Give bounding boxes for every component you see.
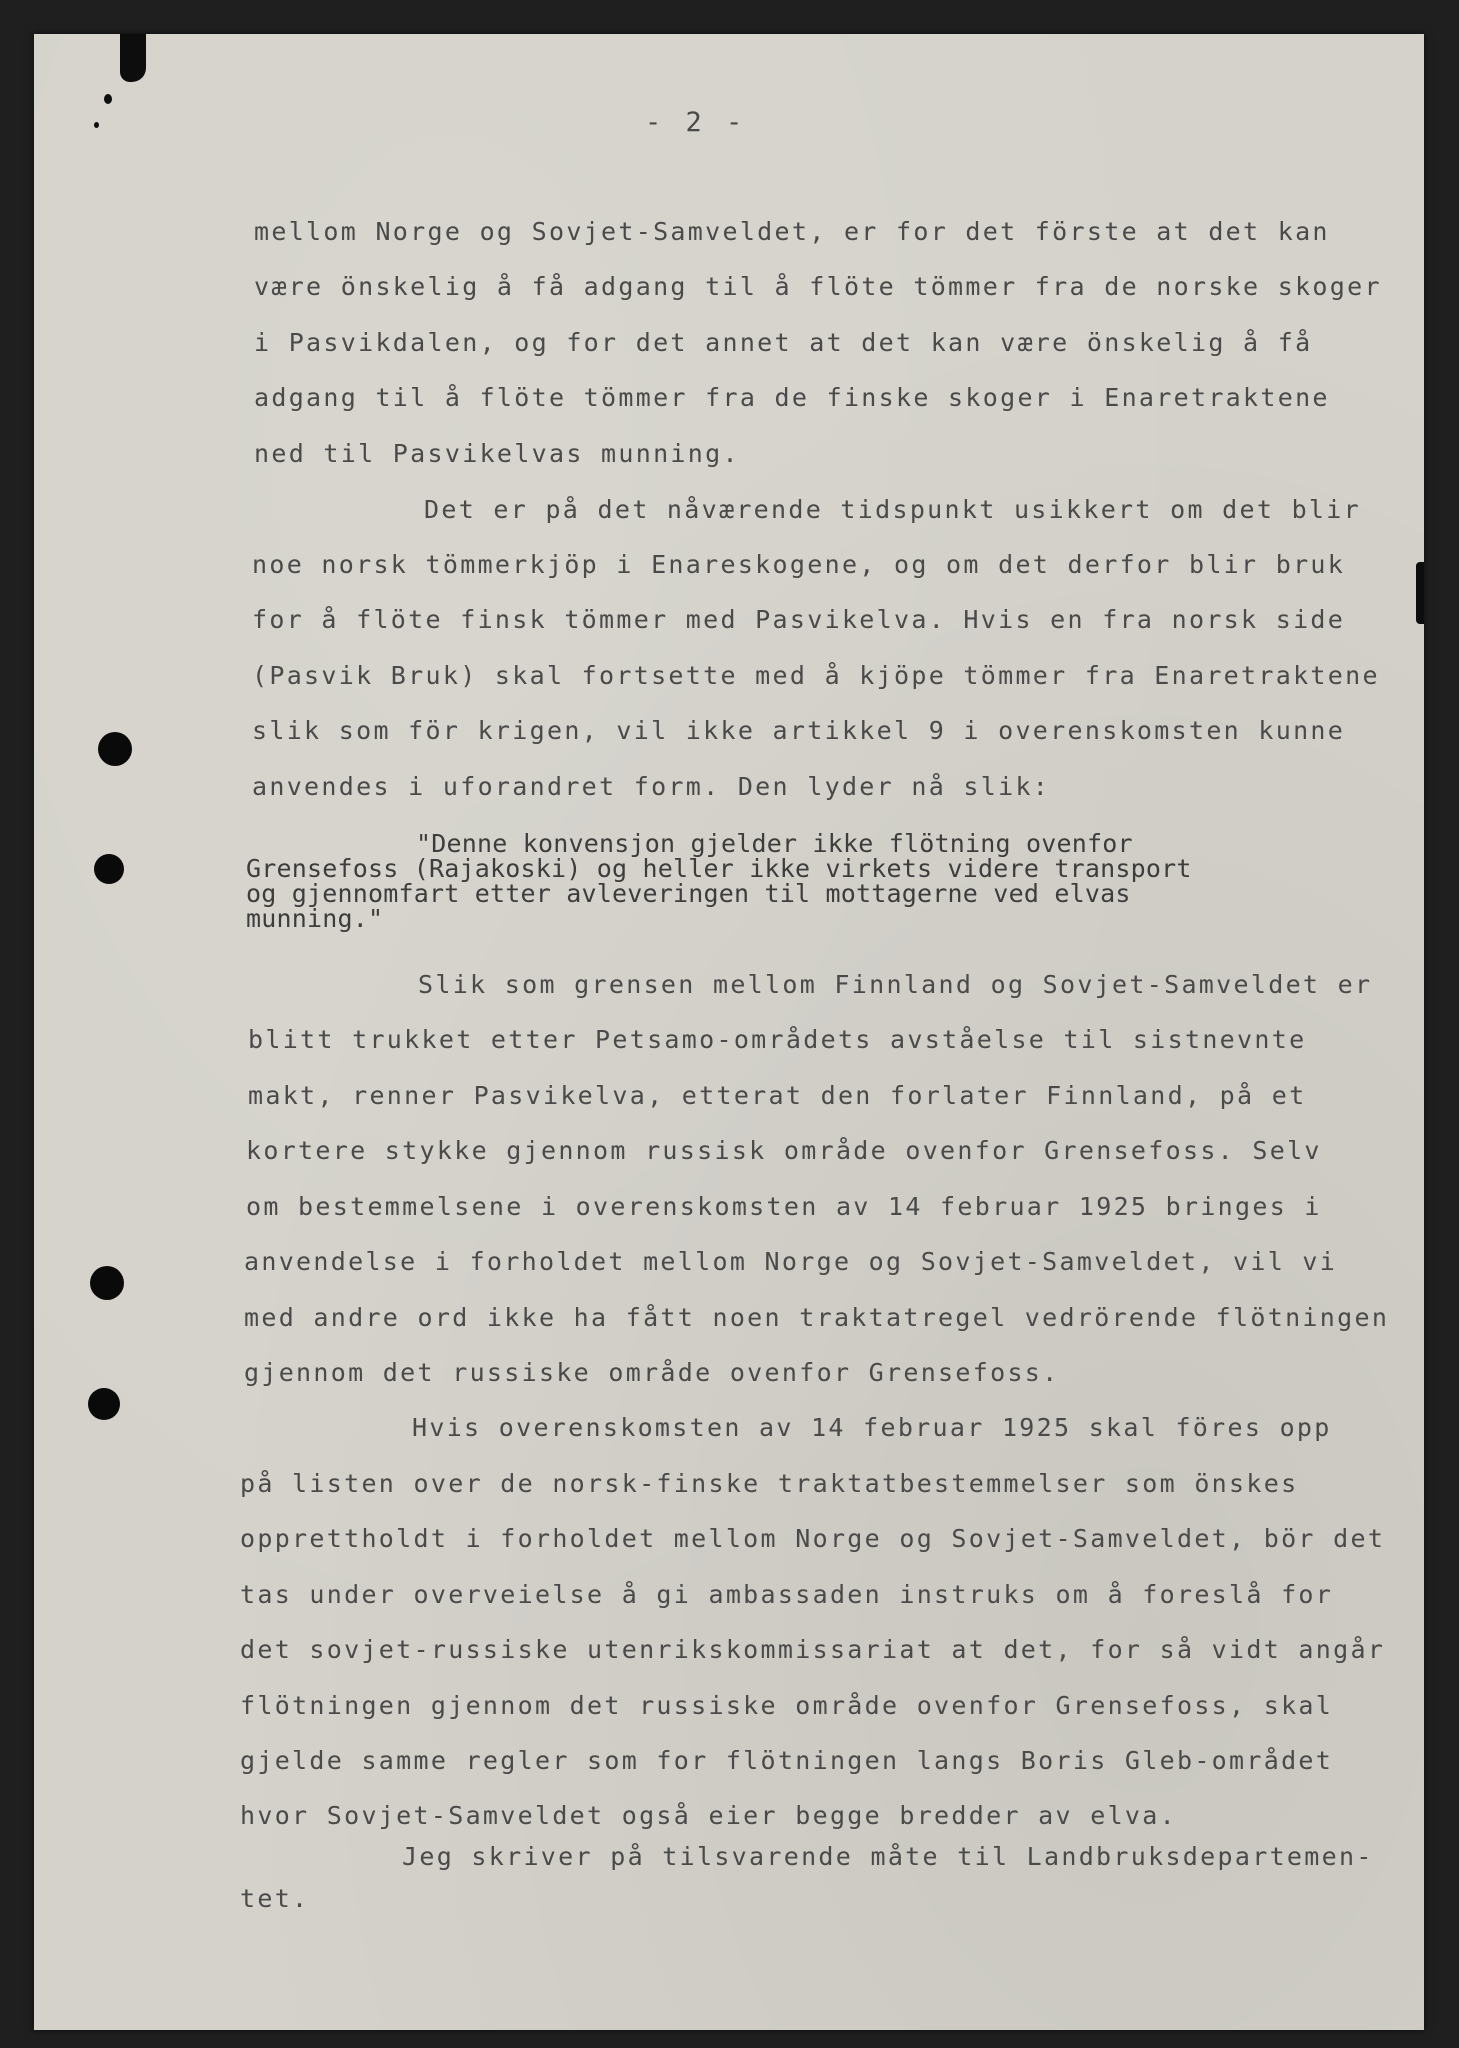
punch-hole-2: [94, 854, 124, 884]
body-line: med andre ord ikke ha fått noen traktatregel vedrörende flötningen: [244, 1303, 1390, 1332]
body-line: være önskelig å få adgang til å flöte tömmer fra de norske skoger: [254, 272, 1382, 301]
body-line: om bestemmelsene i overenskomsten av 14 februar 1925 bringes i: [246, 1192, 1322, 1221]
typewritten-letter-page: [34, 34, 1424, 2030]
body-line: opprettholdt i forholdet mellom Norge og Sovjet-Samveldet, bör det: [240, 1524, 1386, 1553]
body-line: anvendelse i forholdet mellom Norge og Sovjet-Samveldet, vil vi: [244, 1247, 1338, 1276]
body-line: (Pasvik Bruk) skal fortsette med å kjöpe tömmer fra Enaretraktene: [252, 661, 1380, 690]
page-number: - 2 -: [645, 107, 747, 138]
body-line: tet.: [240, 1884, 310, 1913]
body-line: Hvis overenskomsten av 14 februar 1925 skal föres opp: [412, 1413, 1332, 1442]
body-line: tas under overveielse å gi ambassaden instruks om å foreslå for: [240, 1580, 1334, 1609]
body-line: det sovjet-russiske utenrikskommissariat at det, for så vidt angår: [240, 1635, 1386, 1664]
body-line: Det er på det nåværende tidspunkt usikkert om det blir: [424, 495, 1361, 524]
right-edge-mark: [1416, 562, 1424, 624]
body-line: i Pasvikdalen, og for det annet at det kan være önskelig å få: [254, 328, 1313, 357]
quote-line: Grensefoss (Rajakoski) og heller ikke virkets videre transport: [246, 854, 1192, 883]
body-line: hvor Sovjet-Samveldet også eier begge bredder av elva.: [240, 1801, 1177, 1830]
body-line: blitt trukket etter Petsamo-områdets avståelse til sistnevnte: [248, 1025, 1307, 1054]
quote-line: "Denne konvensjon gjelder ikke flötning ovenfor: [416, 829, 1133, 858]
body-line: gjennom det russiske område ovenfor Grensefoss.: [244, 1358, 1060, 1387]
body-line: mellom Norge og Sovjet-Samveldet, er for det förste at det kan: [254, 217, 1330, 246]
body-line: for å flöte finsk tömmer med Pasvikelva. Hvis en fra norsk side: [252, 605, 1346, 634]
punch-hole-1: [98, 732, 132, 766]
body-line: noe norsk tömmerkjöp i Enareskogene, og om det derfor blir bruk: [252, 550, 1346, 579]
torn-corner-speck: [104, 94, 112, 104]
body-line: gjelde samme regler som for flötningen langs Boris Gleb-området: [240, 1746, 1334, 1775]
body-line: Slik som grensen mellom Finnland og Sovjet-Samveldet er: [418, 970, 1373, 999]
body-line: adgang til å flöte tömmer fra de finske skoger i Enaretraktene: [254, 383, 1330, 412]
body-line: kortere stykke gjennom russisk område ovenfor Grensefoss. Selv: [246, 1136, 1322, 1165]
body-line: anvendes i uforandret form. Den lyder nå slik:: [252, 772, 1051, 801]
body-line: slik som för krigen, vil ikke artikkel 9 i overenskomsten kunne: [252, 716, 1346, 745]
quote-line: og gjennomfart etter avleveringen til mottagerne ved elvas: [246, 879, 1131, 908]
body-line: på listen over de norsk-finske traktatbestemmelser som önskes: [240, 1469, 1299, 1498]
punch-hole-4: [88, 1388, 120, 1420]
body-line: Jeg skriver på tilsvarende måte til Landbruksdepartemen-: [402, 1842, 1374, 1871]
body-line: ned til Pasvikelvas munning.: [254, 439, 740, 468]
body-line: flötningen gjennom det russiske område ovenfor Grensefoss, skal: [240, 1691, 1334, 1720]
torn-corner-speck: [94, 122, 99, 128]
body-line: makt, renner Pasvikelva, etterat den forlater Finnland, på et: [248, 1081, 1307, 1110]
torn-corner-mark: [120, 34, 146, 82]
quote-line: munning.": [246, 904, 384, 933]
punch-hole-3: [90, 1266, 124, 1300]
